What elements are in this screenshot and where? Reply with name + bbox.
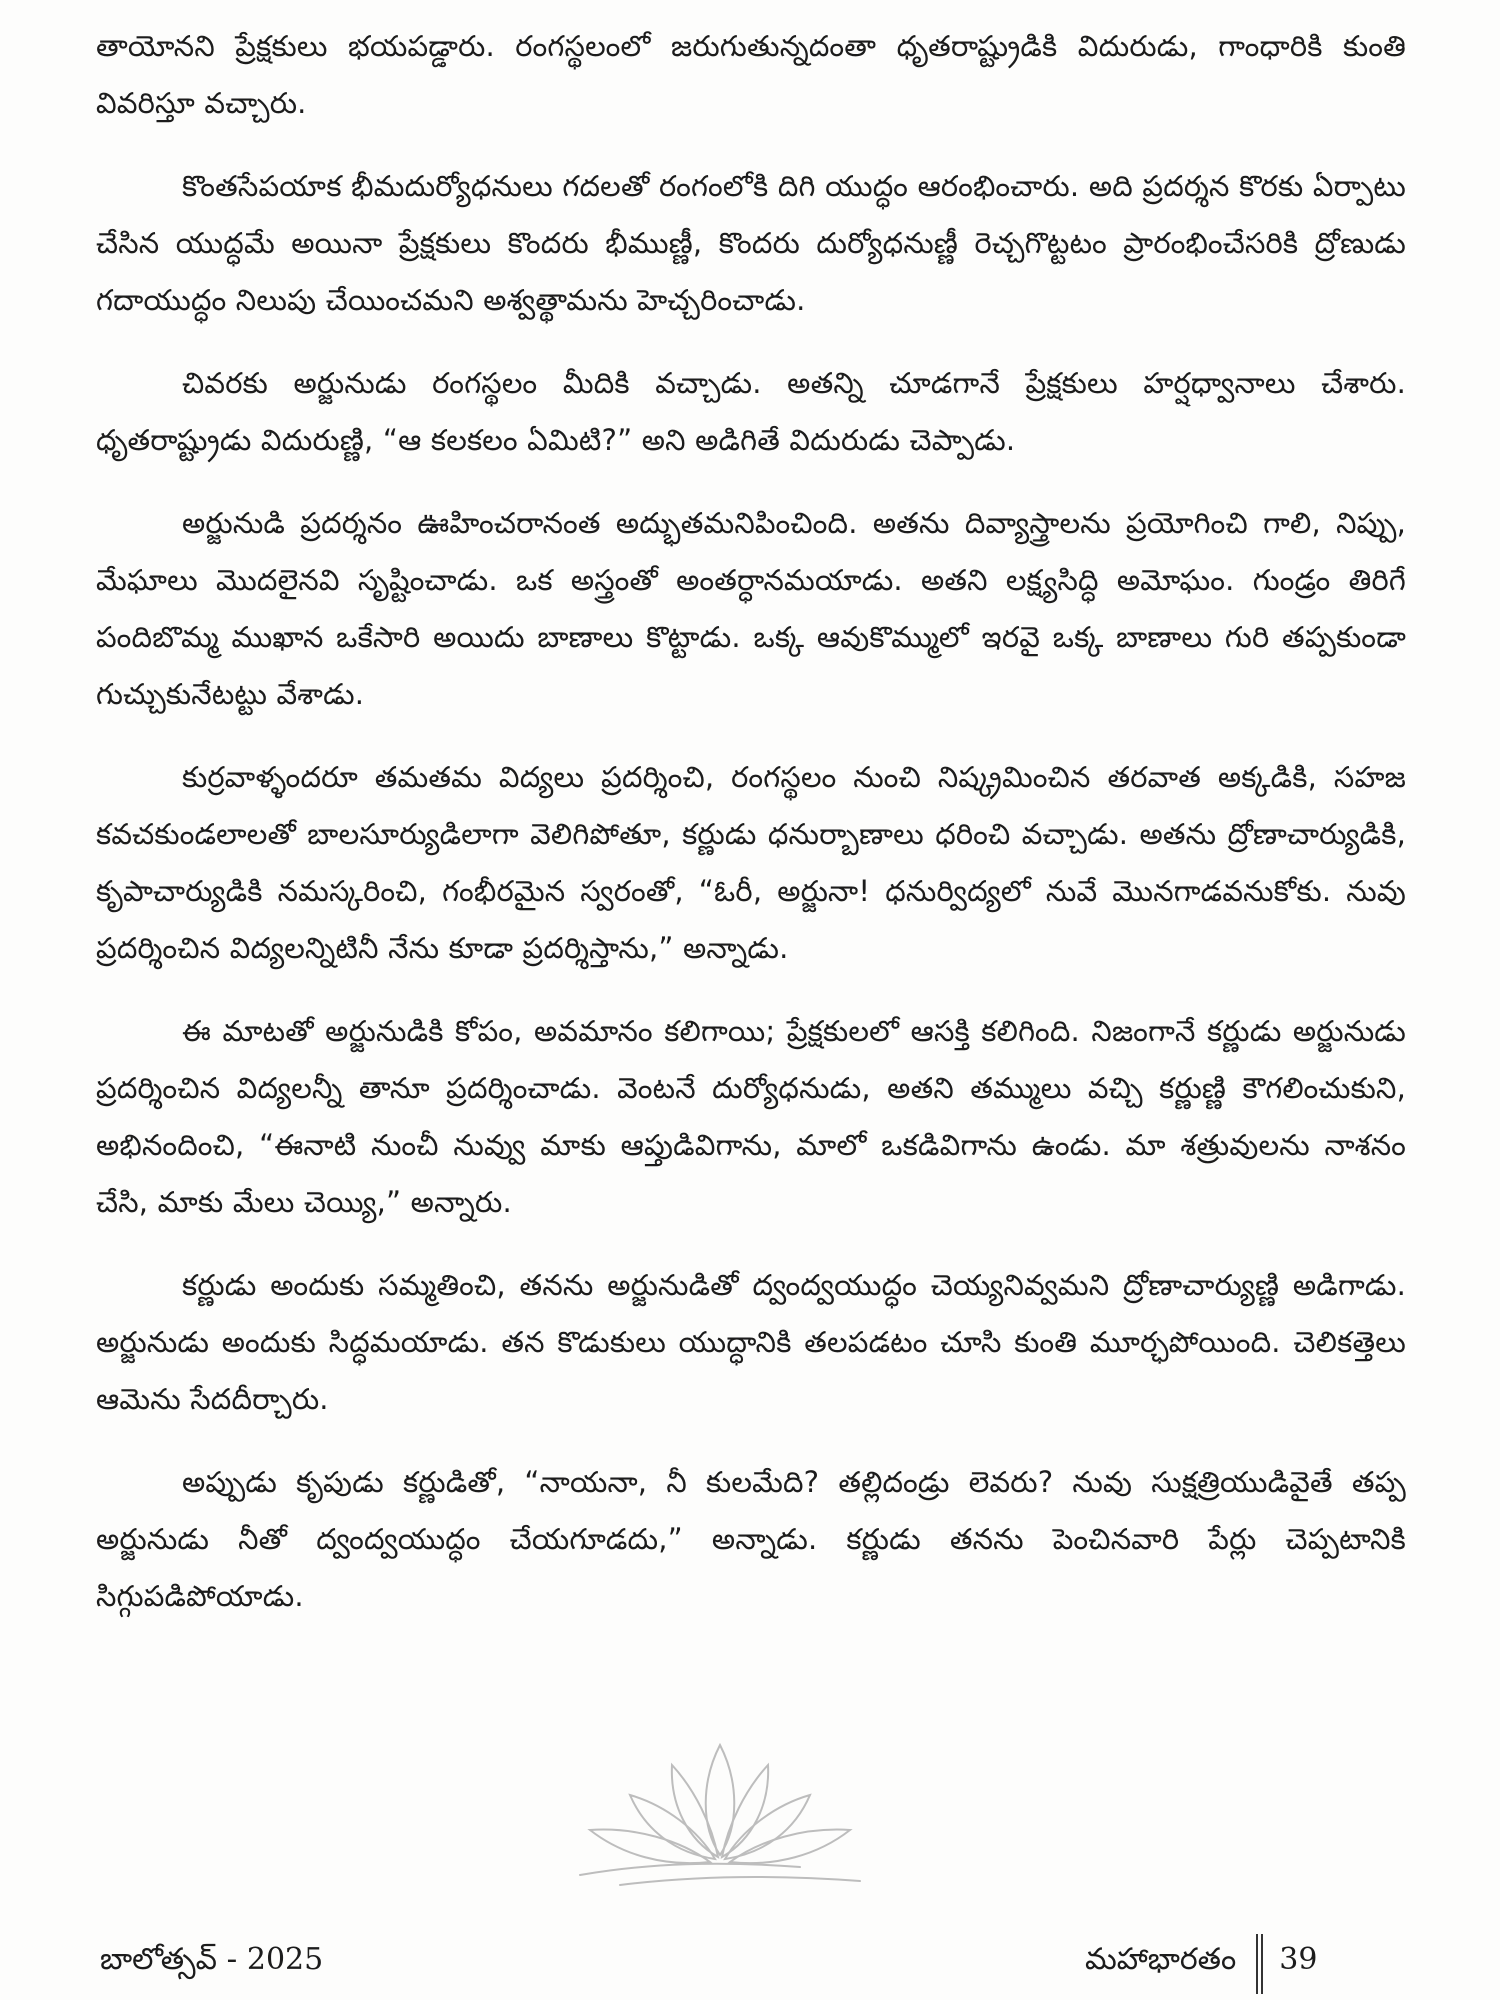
paragraph: చివరకు అర్జునుడు రంగస్థలం మీదికి వచ్చాడు. అతన్ని చూడగానే ప్రేక్షకులు హర్షధ్వానాలు చేశారు. ధృతరాష్ట్రుడు విదురుణ్ణి, “ఆ కలకలం ఏమిటి?” అని అడిగితే విదురుడు చెప్పాడు. (96, 366, 1406, 457)
footer-publication (100, 1942, 323, 1984)
footer-book-title: మహాభారతం (1085, 1942, 1237, 1977)
footer-separator: - (226, 1942, 238, 1977)
paragraph: ఈ మాటతో అర్జునుడికి కోపం, అవమానం కలిగాయి; ప్రేక్షకులలో ఆసక్తి కలిగింది. నిజంగానే కర్ణుడు అర్జునుడు ప్రదర్శించిన విద్యలన్నీ తానూ ప్రదర్శించాడు. వెంటనే దుర్యోధనుడు, అతని తమ్ములు వచ్చి కర్ణుణ్ణి కౌగలించుకుని, అభినందించి, “ఈనాటి నుంచీ నువ్వు మాకు ఆప్తుడివిగాను, మాలో ఒకడివిగాను ఉండు. మా శత్రువులను నాశనం చేసి, మాకు మేలు చెయ్యి,” అన్నారు. (96, 1014, 1406, 1219)
paragraph: కొంతసేపయాక భీమదుర్యోధనులు గదలతో రంగంలోకి దిగి యుద్ధం ఆరంభించారు. అది ప్రదర్శన కొరకు ఏర్పాటు చేసిన యుద్ధమే అయినా ప్రేక్షకులు కొందరు భీముణ్ణీ, కొందరు దుర్యోధనుణ్ణీ రెచ్చగొట్టటం ప్రారంభించేసరికి ద్రోణుడు గదాయుద్ధం నిలుపు చేయించమని అశ్వత్థామను హెచ్చరించాడు. (96, 169, 1406, 317)
paragraph: అప్పుడు కృపుడు కర్ణుడితో, “నాయనా, నీ కులమేది? తల్లిదండ్రు లెవరు? నువు సుక్షత్రియుడివైతే తప్ప అర్జునుడు నీతో ద్వంద్వయుద్ధం చేయగూడదు,” అన్నాడు. కర్ణుడు తనను పెంచినవారి పేర్లు చెప్పటానికి సిగ్గుపడిపోయాడు. (96, 1465, 1406, 1613)
page-number: 39 (1279, 1942, 1318, 1977)
footer-label: బాలోత్సవ్ (100, 1942, 217, 1977)
paragraph: కుర్రవాళ్ళందరూ తమతమ విద్యలు ప్రదర్శించి, రంగస్థలం నుంచి నిష్క్రమించిన తరవాత అక్కడికి, సహజ కవచకుండలాలతో బాలసూర్యుడిలాగా వెలిగిపోతూ, కర్ణుడు ధనుర్బాణాలు ధరించి వచ్చాడు. అతను ద్రోణాచార్యుడికి, కృపాచార్యుడికి నమస్కరించి, గంభీరమైన స్వరంతో, “ఓరీ, అర్జునా! ధనుర్విద్యలో నువే మొనగాడవనుకోకు. నువు ప్రదర్శించిన విద్యలన్నిటినీ నేను కూడా ప్రదర్శిస్తాను,” అన్నాడు. (96, 760, 1406, 965)
body-text (96, 18, 1406, 1651)
paragraph: కర్ణుడు అందుకు సమ్మతించి, తనను అర్జునుడితో ద్వంద్వయుద్ధం చెయ్యనివ్వమని ద్రోణాచార్యుణ్ణి అడిగాడు. అర్జునుడు అందుకు సిద్ధమయాడు. తన కొడుకులు యుద్ధానికి తలపడటం చూసి కుంతి మూర్ఛపోయింది. చెలికత్తెలు ఆమెను సేదదీర్చారు. (96, 1268, 1406, 1416)
footer-year: 2025 (246, 1942, 324, 1977)
paragraph-continuation: తాయోనని ప్రేక్షకులు భయపడ్డారు. రంగస్థలంలో జరుగుతున్నదంతా ధృతరాష్ట్రుడికి విదురుడు, గాంధారికి కుంతి వివరిస్తూ వచ్చారు. (96, 29, 1406, 120)
paragraph: అర్జునుడి ప్రదర్శనం ఊహించరానంత అద్భుతమనిపించింది. అతను దివ్యాస్త్రాలను ప్రయోగించి గాలి, నిప్పు, మేఘాలు మొదలైనవి సృష్టించాడు. ఒక అస్త్రంతో అంతర్ధానమయాడు. అతని లక్ష్యసిద్ధి అమోఘం. గుండ్రం తిరిగే పందిబొమ్మ ముఖాన ఒకేసారి అయిదు బాణాలు కొట్టాడు. ఒక్క ఆవుకొమ్ములో ఇరవై ఒక్క బాణాలు గురి తప్పకుండా గుచ్చుకునేటట్టు వేశాడు. (96, 506, 1406, 711)
lotus-icon (560, 1735, 880, 1895)
footer-double-rule (1256, 1934, 1263, 1994)
footer-book (1085, 1942, 1317, 2002)
